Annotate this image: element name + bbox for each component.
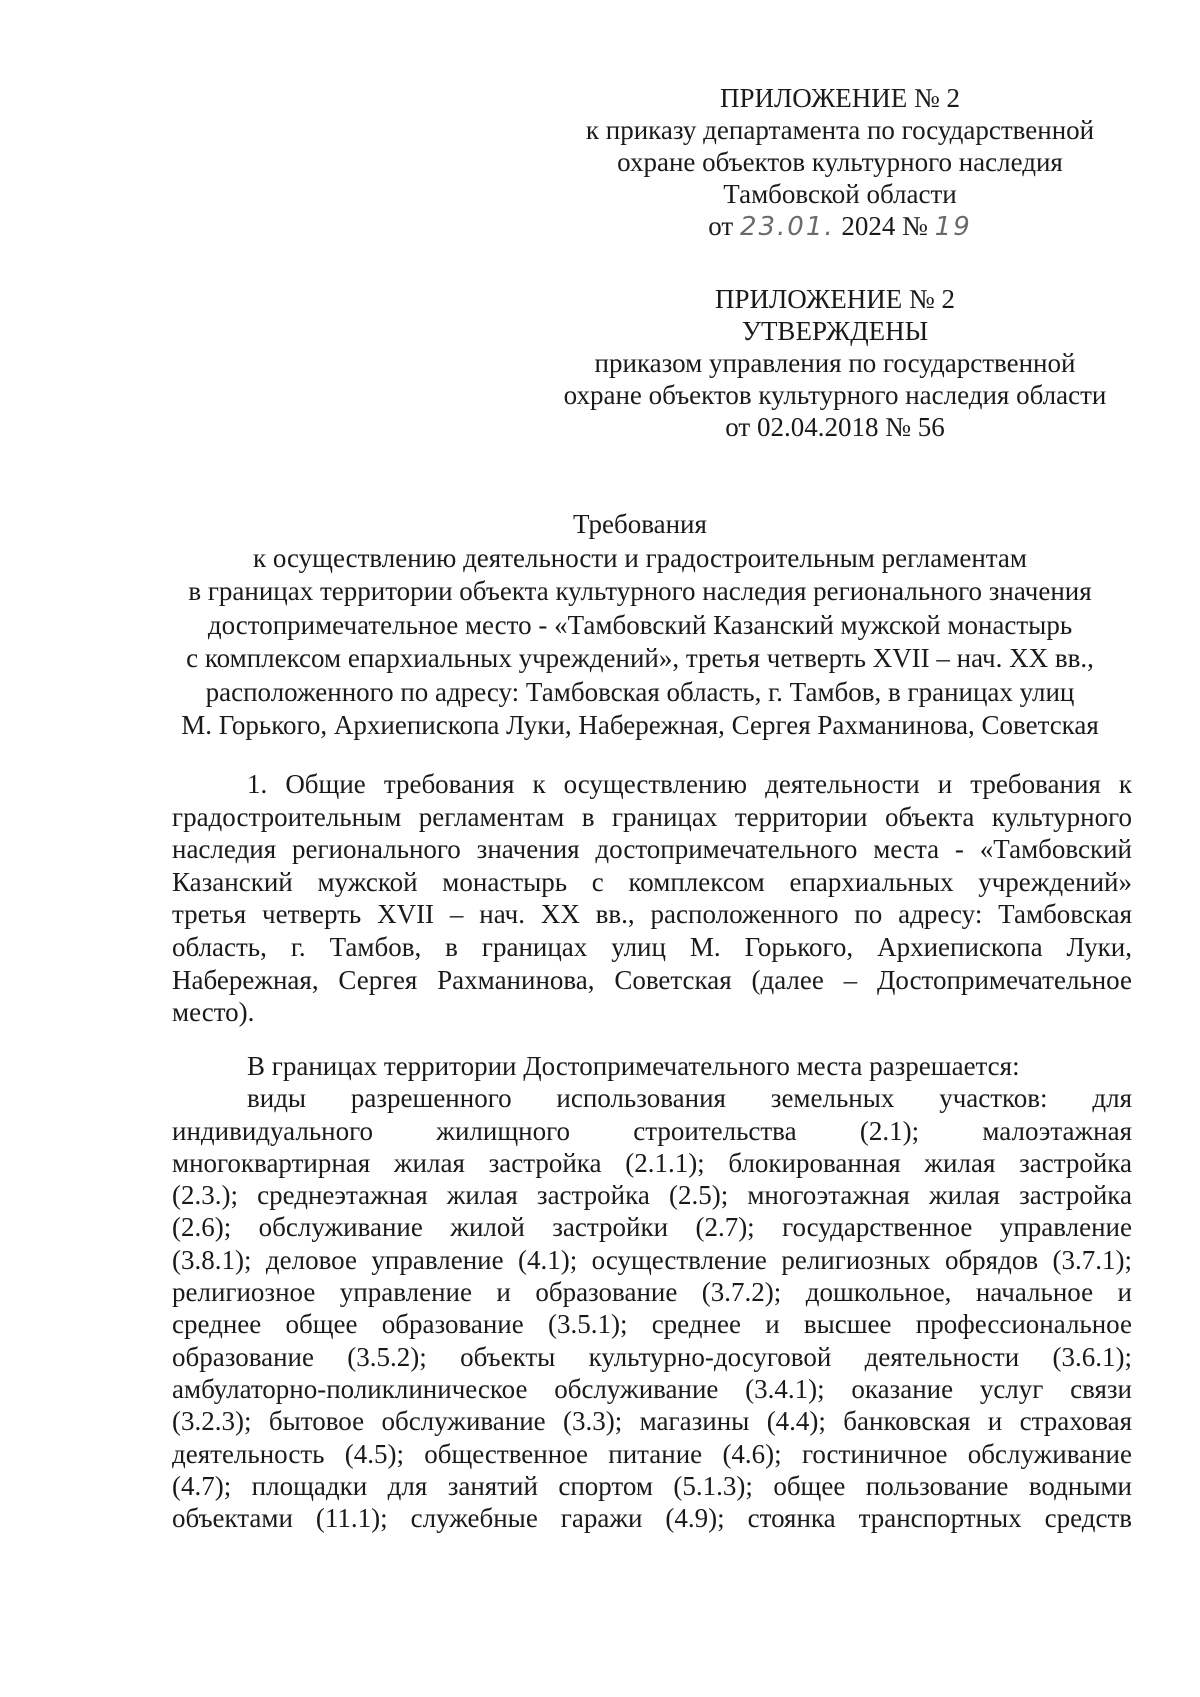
appendix-line: к приказу департамента по государственной xyxy=(585,115,1095,145)
title-line: с комплексом епархиальных учреждений», третья четверть XVII – нач. XX вв., xyxy=(186,643,1094,673)
appendix-line: охране объектов культурного наследия xyxy=(617,147,1063,177)
paragraph-line: область, г. Тамбов, в границах улиц М. Горького, Архиепископа Луки, xyxy=(172,931,1132,962)
appendix-line: приказом управления по государственной xyxy=(594,348,1076,378)
document-title xyxy=(160,508,1120,743)
paragraph-line: многоквартирная жилая застройка (2.1.1); блокированная жилая застройка xyxy=(172,1147,1132,1178)
paragraph-line: амбулаторно-поликлиническое обслуживание (3.4.1); оказание услуг связи xyxy=(172,1373,1132,1404)
date-prefix: от xyxy=(708,211,734,241)
paragraph-line: (2.3.); среднеэтажная жилая застройка (2.5); многоэтажная жилая застройка xyxy=(172,1180,1132,1211)
paragraph-line: (3.8.1); деловое управление (4.1); осуществление религиозных обрядов (3.7.1); xyxy=(172,1244,1132,1275)
section-2-paragraph xyxy=(172,1050,1132,1534)
appendix-approved-header xyxy=(535,283,1135,443)
paragraph-line: образование (3.5.2); объекты культурно-досуговой деятельности (3.6.1); xyxy=(172,1341,1132,1372)
paragraph-line: третья четверть XVII – нач. XX вв., расположенного по адресу: Тамбовская xyxy=(172,899,1132,930)
paragraph-line: Набережная, Сергея Рахманинова, Советская (далее – Достопримечательное xyxy=(172,964,1132,995)
paragraph-line: деятельность (4.5); общественное питание (4.6); гостиничное обслуживание xyxy=(172,1438,1132,1469)
appendix-line: Тамбовской области xyxy=(723,179,957,209)
handwritten-number: 19 xyxy=(934,212,972,242)
handwritten-date: 23.01. xyxy=(739,212,835,242)
appendix-title: ПРИЛОЖЕНИЕ № 2 xyxy=(719,83,961,113)
paragraph-line: место). xyxy=(172,997,255,1028)
paragraph-line: (3.2.3); бытовое обслуживание (3.3); магазины (4.4); банковская и страховая xyxy=(172,1406,1132,1437)
appendix-line: охране объектов культурного наследия области xyxy=(563,380,1107,410)
paragraph-line: объектами (11.1); служебные гаражи (4.9); стоянка транспортных средств xyxy=(172,1503,1132,1534)
paragraph-line: индивидуального жилищного строительства (2.1); малоэтажная xyxy=(172,1115,1132,1146)
title-line: М. Горького, Архиепископа Луки, Набережная, Сергея Рахманинова, Советская xyxy=(181,710,1099,740)
paragraph-line: (4.7); площадки для занятий спортом (5.1.3); общее пользование водными xyxy=(172,1470,1132,1501)
paragraph-line: среднее общее образование (3.5.1); среднее и высшее профессиональное xyxy=(172,1309,1132,1340)
paragraph-lead: В границах территории Достопримечательного места разрешается: xyxy=(247,1051,1020,1081)
paragraph-line: (2.6); обслуживание жилой застройки (2.7); государственное управление xyxy=(172,1212,1132,1243)
appendix-line: от 02.04.2018 № 56 xyxy=(725,412,945,442)
title-line: Требования xyxy=(573,509,707,539)
paragraph-line: Казанский мужской монастырь с комплексом епархиальных учреждений» xyxy=(172,866,1132,897)
paragraph-line: виды разрешенного использования земельных участков: для xyxy=(247,1083,1132,1114)
paragraph-line: 1. Общие требования к осуществлению деятельности и требования к xyxy=(247,769,1132,799)
paragraph-line: наследия регионального значения достопримечательного места - «Тамбовский xyxy=(172,834,1132,865)
section-1-paragraph xyxy=(172,768,1132,1029)
appendix-date-line xyxy=(560,210,1120,243)
approved-label: УТВЕРЖДЕНЫ xyxy=(741,316,929,346)
title-line: в границах территории объекта культурного наследия регионального значения xyxy=(188,576,1092,606)
title-line: достопримечательное место - «Тамбовский Казанский мужской монастырь xyxy=(207,609,1073,640)
number-prefix: № xyxy=(902,211,928,241)
title-line: расположенного по адресу: Тамбовская область, г. Тамбов, в границах улиц xyxy=(205,676,1075,707)
appendix-order-header xyxy=(560,82,1120,243)
date-year: 2024 xyxy=(841,211,896,241)
appendix-title: ПРИЛОЖЕНИЕ № 2 xyxy=(714,284,956,314)
paragraph-line: градостроительным регламентам в границах территории объекта культурного xyxy=(172,801,1132,832)
paragraph-line: религиозное управление и образование (3.7.2); дошкольное, начальное и xyxy=(172,1277,1132,1308)
title-line: к осуществлению деятельности и градостроительным регламентам xyxy=(253,542,1027,573)
